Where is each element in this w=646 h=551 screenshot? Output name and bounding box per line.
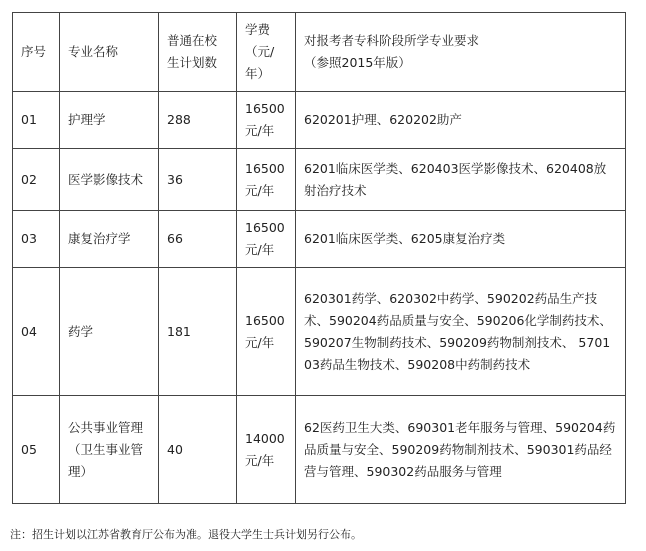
header-no: 序号 [13,13,60,92]
cell-tuition: 14000元/年 [237,396,296,504]
table-row [13,268,626,396]
cell-enrollment-plan: 36 [159,149,237,211]
cell-requirement: 620201护理、620202助产 [296,92,626,149]
header-requirement-title: 对报考者专科阶段所学专业要求 [304,33,480,48]
cell-major-name: 医学影像技术 [60,149,159,211]
header-requirement-edition: （参照2015年版） [304,55,411,70]
cell-major-name: 护理学 [60,92,159,149]
cell-enrollment-plan: 181 [159,268,237,396]
header-tuition: 学费（元/年） [237,13,296,92]
cell-major-name: 康复治疗学 [60,211,159,268]
header-major-name: 专业名称 [60,13,159,92]
table-row [13,149,626,211]
cell-tuition: 16500元/年 [237,92,296,149]
cell-no: 01 [13,92,60,149]
cell-tuition: 16500元/年 [237,149,296,211]
cell-enrollment-plan: 40 [159,396,237,504]
cell-no: 05 [13,396,60,504]
admissions-table [12,12,626,504]
header-row [13,13,626,92]
cell-requirement: 6201临床医学类、620403医学影像技术、620408放射治疗技术 [296,149,626,211]
table-row [13,92,626,149]
table-row [13,211,626,268]
cell-no: 04 [13,268,60,396]
header-enrollment-plan: 普通在校生计划数 [159,13,237,92]
table-body [13,92,626,504]
cell-enrollment-plan: 288 [159,92,237,149]
cell-requirement: 6201临床医学类、6205康复治疗类 [296,211,626,268]
cell-no: 03 [13,211,60,268]
cell-requirement: 62医药卫生大类、690301老年服务与管理、590204药品质量与安全、590209药物制剂技术、590301药品经营与管理、590302药品服务与管理 [296,396,626,504]
cell-major-name: 公共事业管理（卫生事业管理） [60,396,159,504]
cell-enrollment-plan: 66 [159,211,237,268]
cell-tuition: 16500元/年 [237,211,296,268]
table-row [13,396,626,504]
cell-requirement: 620301药学、620302中药学、590202药品生产技术、590204药品质量与安全、590206化学制药技术、590207生物制药技术、590209药物制剂技术、 570103药品生物技术、590208中药制药技术 [296,268,626,396]
header-requirement [296,13,626,92]
cell-major-name: 药学 [60,268,159,396]
footnote: 注：招生计划以江苏省教育厅公布为准。退役大学生士兵计划另行公布。 [10,528,362,541]
table-header [13,13,626,92]
cell-tuition: 16500元/年 [237,268,296,396]
cell-no: 02 [13,149,60,211]
